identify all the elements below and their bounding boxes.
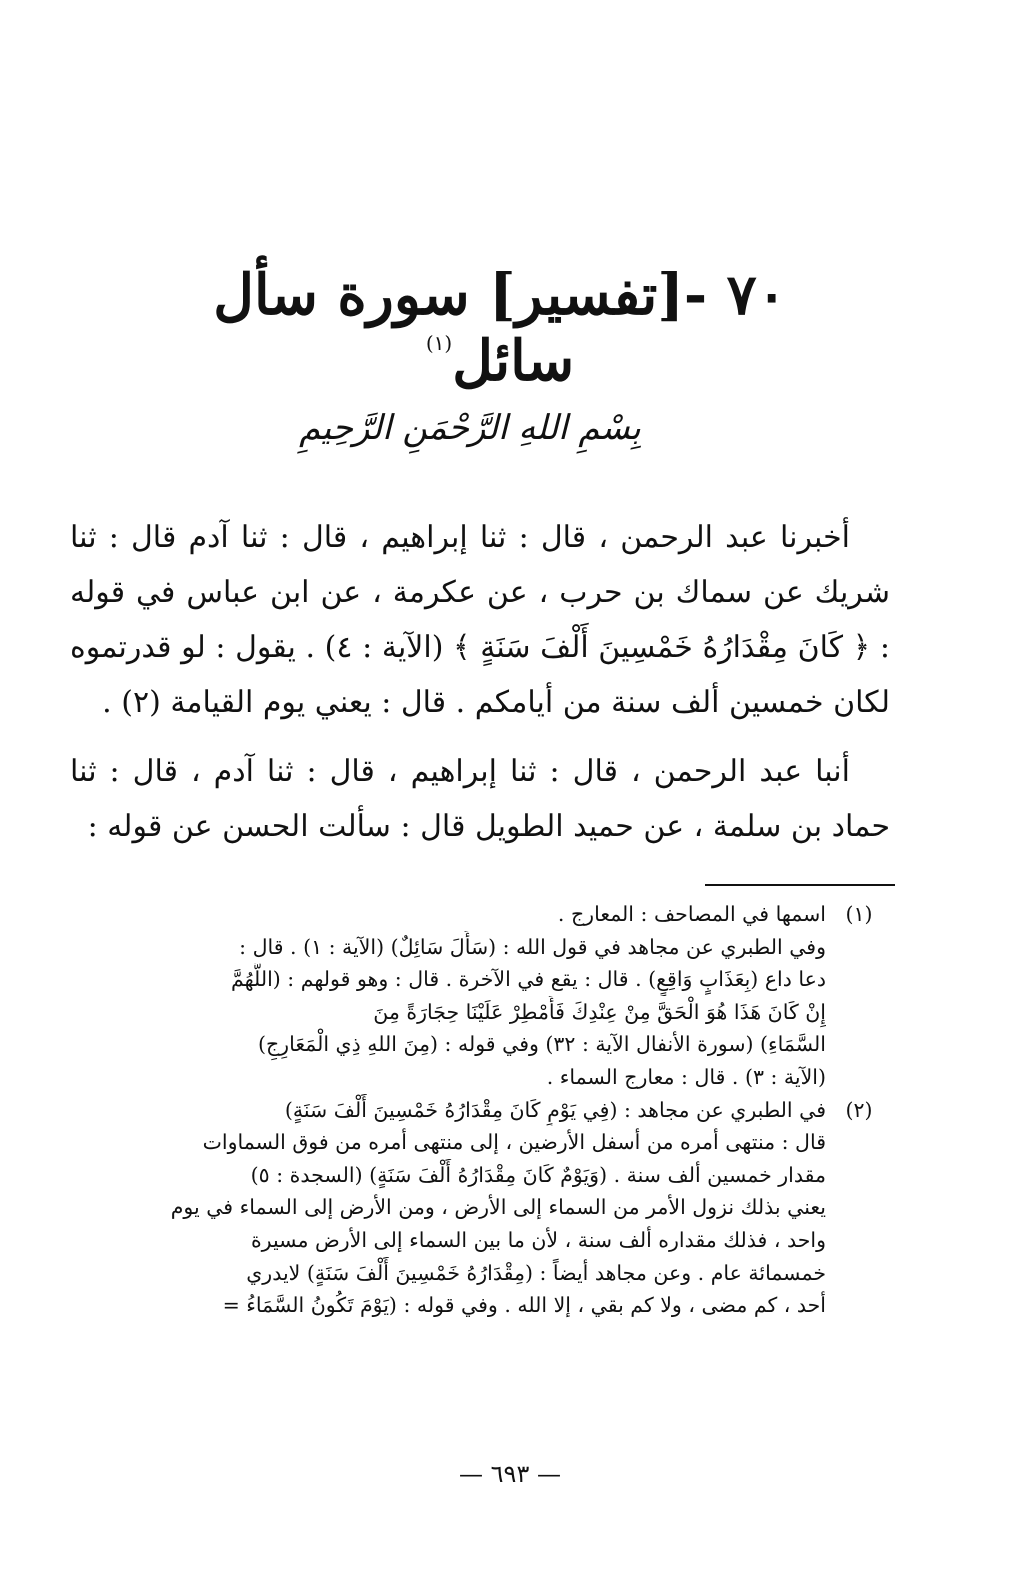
- main-text: [70, 510, 890, 868]
- footnote-line: في الطبري عن مجاهد : (فِي يَوْمٍ كَانَ مِقْدَارُهُ خَمْسِينَ أَلْفَ سَنَةٍ): [284, 1097, 826, 1122]
- footnote-line: خمسمائة عام . وعن مجاهد أيضاً : (مِقْدَارُهُ خَمْسِينَ أَلْفَ سَنَةٍ) لايدري: [246, 1260, 826, 1285]
- footnote-line: دعا داع (بِعَذَابٍ وَاقِعٍ) . قال : يقع في الآخرة . قال : وهو قولهم : (اللَّهُمَّ: [230, 967, 826, 992]
- footnote-line: وفي الطبري عن مجاهد في قول الله : (سَأَلَ سَائِلٌ) (الآية : ١) . قال :: [239, 934, 826, 959]
- footnote-line: اسمها في المصاحف : المعارج .: [557, 902, 826, 926]
- footnote-line: واحد ، فذلك مقداره ألف سنة ، لأن ما بين السماء إلى الأرض مسيرة: [250, 1227, 826, 1252]
- surah-heading: [180, 262, 820, 394]
- page-number: — ٦٩٣ —: [459, 1460, 561, 1488]
- footnote-line: (الآية : ٣) . قال : معارج السماء .: [546, 1064, 826, 1089]
- footnote: [60, 898, 892, 1094]
- paragraph: أخبرنا عبد الرحمن ، قال : ثنا إبراهيم ، قال : ثنا آدم قال : ثنا شريك عن سماك بن حرب ، عن عكرمة ، عن ابن عباس في قوله : ﴿ كَانَ مِقْدَارُهُ خَمْسِينَ أَلْفَ سَنَةٍ ﴾ (الآية : ٤) . يقول : لو قدرتموه لكان خمسين ألف سنة من أيامكم . قال : يعني يوم القيامة (٢) .: [70, 520, 891, 720]
- footnote-number: (٢): [845, 1097, 873, 1122]
- paragraph: أنبا عبد الرحمن ، قال : ثنا إبراهيم ، قال : ثنا آدم ، قال : ثنا حماد بن سلمة ، عن حميد الطويل قال : سألت الحسن عن قوله :: [70, 754, 890, 844]
- footnote-mark: (١): [425, 331, 453, 355]
- footnote-text: [60, 898, 826, 1094]
- footnote-divider: [705, 884, 895, 886]
- footnote-line: يعني بذلك نزول الأمر من السماء إلى الأرض ، ومن الأرض إلى السماء في يوم: [170, 1195, 826, 1220]
- footnote-text: [60, 1094, 826, 1322]
- footnote: [60, 1094, 892, 1322]
- footnote-line: أحد ، كم مضى ، ولا كم بقي ، إلا الله . وفي قوله : (يَوْمَ تَكُونُ السَّمَاءُ =: [222, 1293, 826, 1318]
- footnote-number: (١): [845, 902, 873, 926]
- surah-title: ٧٠ -[تفسير] سورة سأل سائل: [213, 262, 787, 394]
- footnote-line: السَّمَاءِ) (سورة الأنفال الآية : ٣٢) وفي قوله : (مِنَ اللهِ ذِي الْمَعَارِجِ): [257, 1032, 826, 1057]
- basmala: بِسْمِ اللهِ الرَّحْمَنِ الرَّحِيمِ: [299, 408, 641, 448]
- footnotes: [60, 898, 892, 1322]
- footnote-line: مقدار خمسين ألف سنة . (وَيَوْمٌ كَانَ مِقْدَارُهُ أَلْفَ سَنَةٍ) (السجدة : ٥): [250, 1162, 826, 1187]
- footnote-line: قال : منتهى أمره من أسفل الأرضين ، إلى منتهى أمره من فوق السماوات: [202, 1130, 826, 1155]
- footnote-line: إِنْ كَانَ هَذَا هُوَ الْحَقَّ مِنْ عِنْدِكَ فَأَمْطِرْ عَلَيْنَا حِجَارَةً مِنَ: [373, 999, 826, 1024]
